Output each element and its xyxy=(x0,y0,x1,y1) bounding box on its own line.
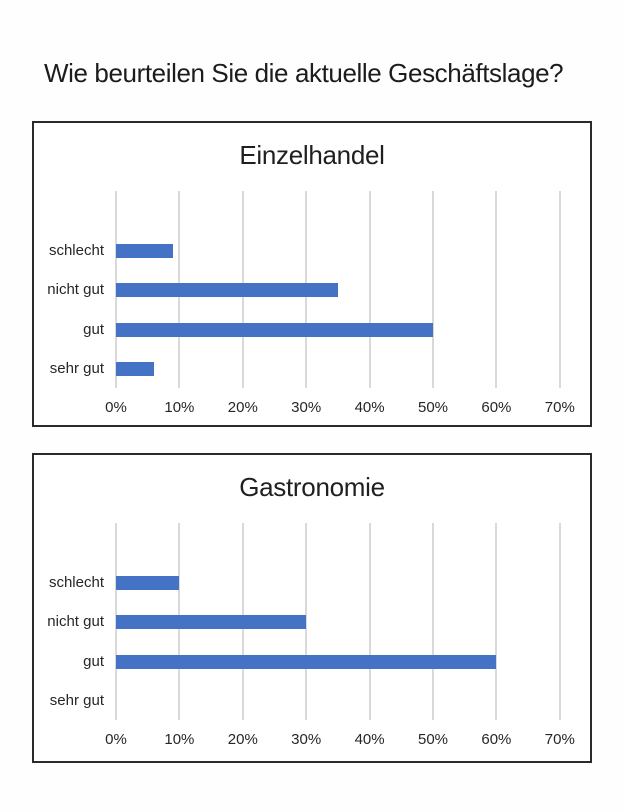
x-axis-tick-label: 20% xyxy=(227,731,258,748)
x-axis-tick-label: 50% xyxy=(417,399,449,416)
chart-gastronomie xyxy=(32,453,592,763)
bar-sehr-gut xyxy=(116,362,154,376)
bar-gut xyxy=(116,323,433,337)
chart-title-einzelhandel: Einzelhandel xyxy=(239,140,385,170)
category-label-schlecht: schlecht xyxy=(48,242,104,259)
bar-nicht-gut xyxy=(116,283,338,297)
category-label-nicht-gut: nicht gut xyxy=(47,613,104,630)
gridline-70% xyxy=(559,523,561,720)
x-axis-tick-label: 20% xyxy=(227,399,258,416)
x-axis-tick-label: 60% xyxy=(481,399,512,416)
chart-title-gastronomie: Gastronomie xyxy=(239,472,385,502)
x-axis-tick-label: 50% xyxy=(417,731,449,748)
bar-schlecht xyxy=(116,576,179,590)
x-axis-tick-label: 10% xyxy=(164,731,195,748)
gridline-50% xyxy=(432,191,434,388)
bar-nicht-gut xyxy=(116,615,306,629)
x-axis-tick-label: 40% xyxy=(354,731,385,748)
gridline-50% xyxy=(432,523,434,720)
category-label-sehr-gut: sehr gut xyxy=(49,692,104,709)
bar-gut xyxy=(116,655,496,669)
x-axis-tick-label: 0% xyxy=(105,731,127,748)
bar-schlecht xyxy=(116,244,173,258)
x-axis-tick-label: 70% xyxy=(544,731,575,748)
category-label-gut: gut xyxy=(83,653,104,670)
x-axis-tick-label: 40% xyxy=(354,399,385,416)
plot-area-gastronomie xyxy=(34,455,590,761)
gridline-60% xyxy=(495,523,497,720)
category-label-schlecht: schlecht xyxy=(48,574,104,591)
page-title: Wie beurteilen Sie die aktuelle Geschäftslage? xyxy=(44,58,564,88)
category-label-nicht-gut: nicht gut xyxy=(47,281,104,298)
gridline-60% xyxy=(495,191,497,388)
plot-area-einzelhandel xyxy=(34,123,590,425)
x-axis-tick-label: 10% xyxy=(164,399,195,416)
x-axis-tick-label: 30% xyxy=(291,399,322,416)
chart-einzelhandel xyxy=(32,121,592,427)
gridline-40% xyxy=(369,191,371,388)
x-axis-tick-label: 0% xyxy=(105,399,127,416)
gridline-70% xyxy=(559,191,561,388)
gridline-40% xyxy=(369,523,371,720)
category-label-sehr-gut: sehr gut xyxy=(49,360,104,377)
x-axis-tick-label: 30% xyxy=(291,731,322,748)
category-label-gut: gut xyxy=(83,321,104,338)
x-axis-tick-label: 70% xyxy=(544,399,575,416)
x-axis-tick-label: 60% xyxy=(481,731,512,748)
